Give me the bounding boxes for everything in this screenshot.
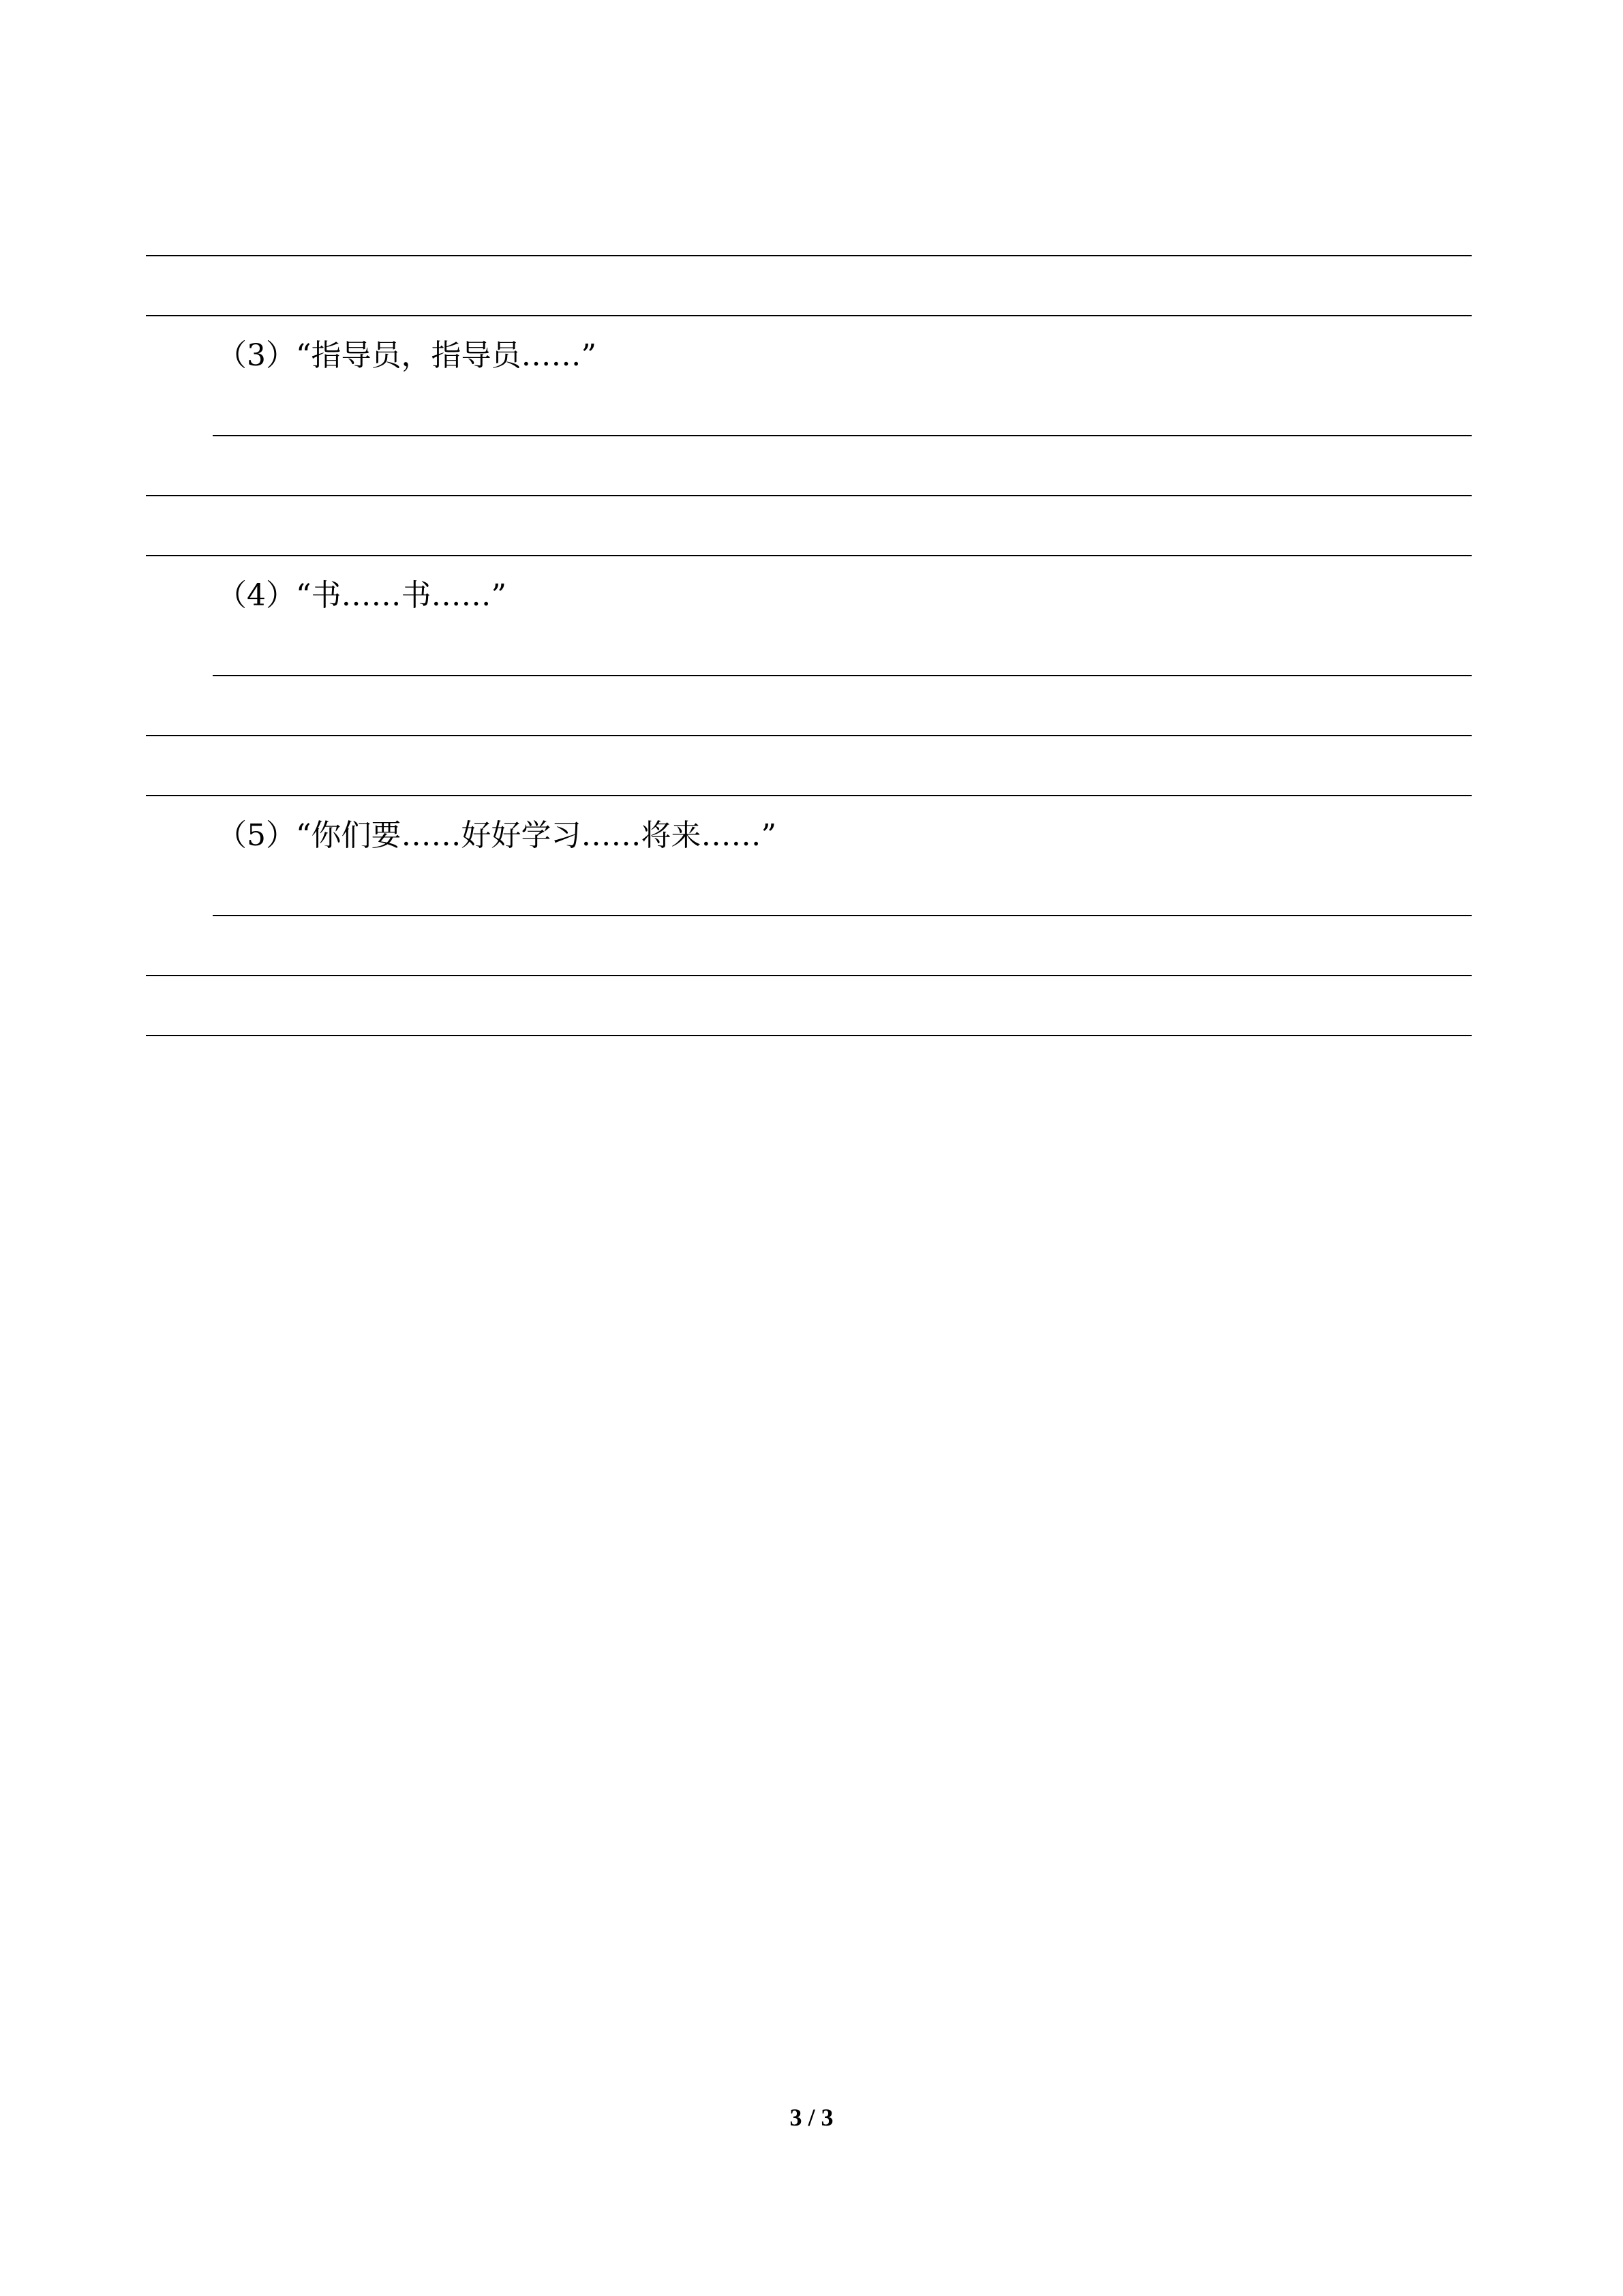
question-number: （5） (217, 818, 296, 853)
answer-line[interactable] (146, 555, 1472, 556)
question-number: （3） (217, 338, 296, 373)
answer-line[interactable] (213, 675, 1472, 676)
page-number: 3 / 3 (789, 2104, 834, 2131)
question-3 (217, 337, 596, 375)
answer-line[interactable] (146, 735, 1472, 736)
answer-line[interactable] (146, 315, 1472, 316)
question-text: “你们要……好好学习……将来……” (296, 818, 776, 853)
answer-line[interactable] (213, 435, 1472, 436)
answer-line[interactable] (146, 495, 1472, 496)
answer-line[interactable] (146, 255, 1472, 256)
answer-line[interactable] (146, 795, 1472, 796)
question-text: “书……书……” (296, 578, 506, 613)
answer-line[interactable] (213, 915, 1472, 916)
question-5 (217, 817, 776, 855)
answer-line[interactable] (146, 1035, 1472, 1036)
question-text: “指导员，指导员……” (296, 338, 596, 373)
question-4 (217, 577, 506, 615)
answer-line[interactable] (146, 975, 1472, 976)
question-number: （4） (217, 578, 296, 613)
